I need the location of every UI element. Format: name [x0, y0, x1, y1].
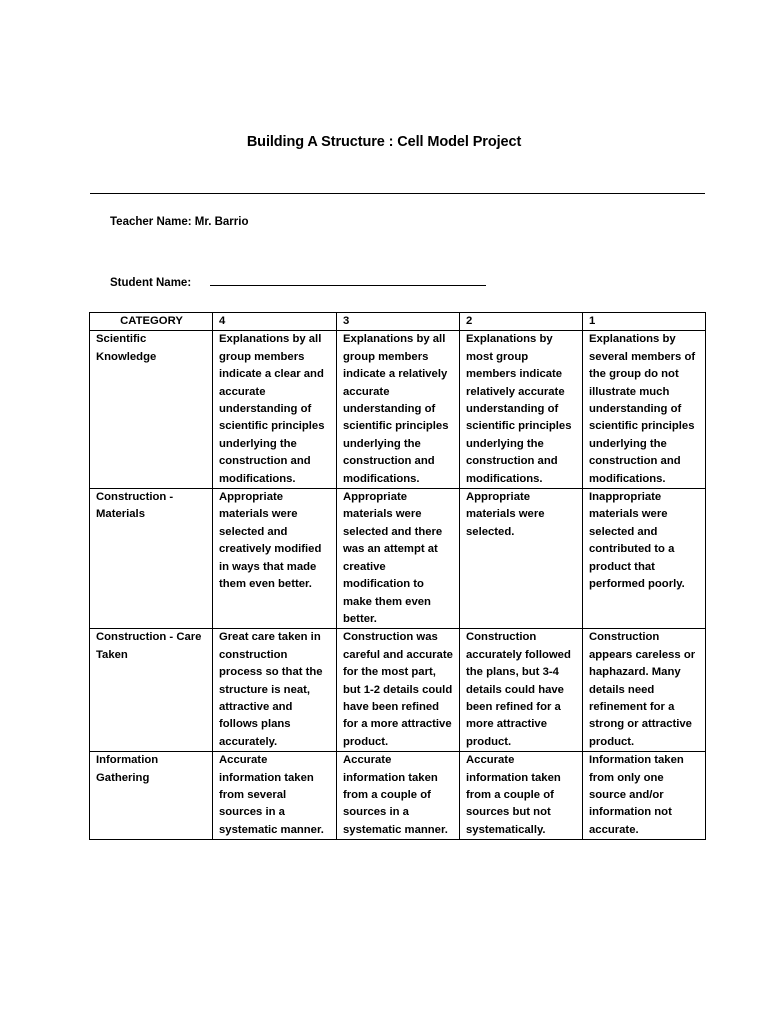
header-score-3: 3 — [337, 313, 460, 331]
criterion-cell: Construction appears careless or haphazard. Many details need refinement for a strong or attractive product. — [583, 629, 706, 752]
row-category: Information Gathering — [90, 752, 213, 840]
criterion-cell: Great care taken in construction process so that the structure is neat, attractive and follows plans accurately. — [213, 629, 337, 752]
criterion-cell: Explanations by several members of the group do not illustrate much understanding of scientific principles underlying the construction and modifications. — [583, 331, 706, 489]
criterion-cell: Inappropriate materials were selected and contributed to a product that performed poorly. — [583, 489, 706, 629]
criterion-cell: Explanations by all group members indicate a clear and accurate understanding of scientific principles underlying the construction and modifications. — [213, 331, 337, 489]
criterion-cell: Appropriate materials were selected and creatively modified in ways that made them even better. — [213, 489, 337, 629]
student-name-label: Student Name: — [110, 277, 192, 289]
criterion-cell: Accurate information taken from several sources in a systematic manner. — [213, 752, 337, 840]
teacher-name: Teacher Name: Mr. Barrio — [110, 216, 249, 228]
criterion-cell: Explanations by all group members indicate a relatively accurate understanding of scientific principles underlying the construction and modifications. — [337, 331, 460, 489]
rubric-row-scientific-knowledge — [90, 331, 706, 489]
rubric-row-information-gathering — [90, 752, 706, 840]
rubric-header-row — [90, 313, 706, 331]
row-category: Scientific Knowledge — [90, 331, 213, 489]
header-score-2: 2 — [460, 313, 583, 331]
criterion-cell: Construction was careful and accurate for the most part, but 1-2 details could have been refined for a more attractive product. — [337, 629, 460, 752]
header-score-4: 4 — [213, 313, 337, 331]
criterion-cell: Explanations by most group members indicate relatively accurate understanding of scientific principles underlying the construction and modifications. — [460, 331, 583, 489]
rubric-row-construction-materials — [90, 489, 706, 629]
criterion-cell: Appropriate materials were selected. — [460, 489, 583, 629]
student-name-line — [110, 274, 486, 289]
criterion-cell: Construction accurately followed the plans, but 3-4 details could have been refined for a more attractive product. — [460, 629, 583, 752]
header-score-1: 1 — [583, 313, 706, 331]
row-category: Construction - Care Taken — [90, 629, 213, 752]
document-title: Building A Structure : Cell Model Project — [246, 134, 522, 150]
criterion-cell: Accurate information taken from a couple of sources in a systematic manner. — [337, 752, 460, 840]
criterion-cell: Accurate information taken from a couple of sources but not systematically. — [460, 752, 583, 840]
row-category: Construction - Materials — [90, 489, 213, 629]
criterion-cell: Appropriate materials were selected and there was an attempt at creative modification to make them even better. — [337, 489, 460, 629]
student-name-blank — [210, 274, 486, 286]
rubric-table — [89, 312, 706, 840]
header-category: CATEGORY — [90, 313, 213, 331]
criterion-cell: Information taken from only one source and/or information not accurate. — [583, 752, 706, 840]
title-divider — [90, 193, 705, 194]
rubric-row-construction-care — [90, 629, 706, 752]
